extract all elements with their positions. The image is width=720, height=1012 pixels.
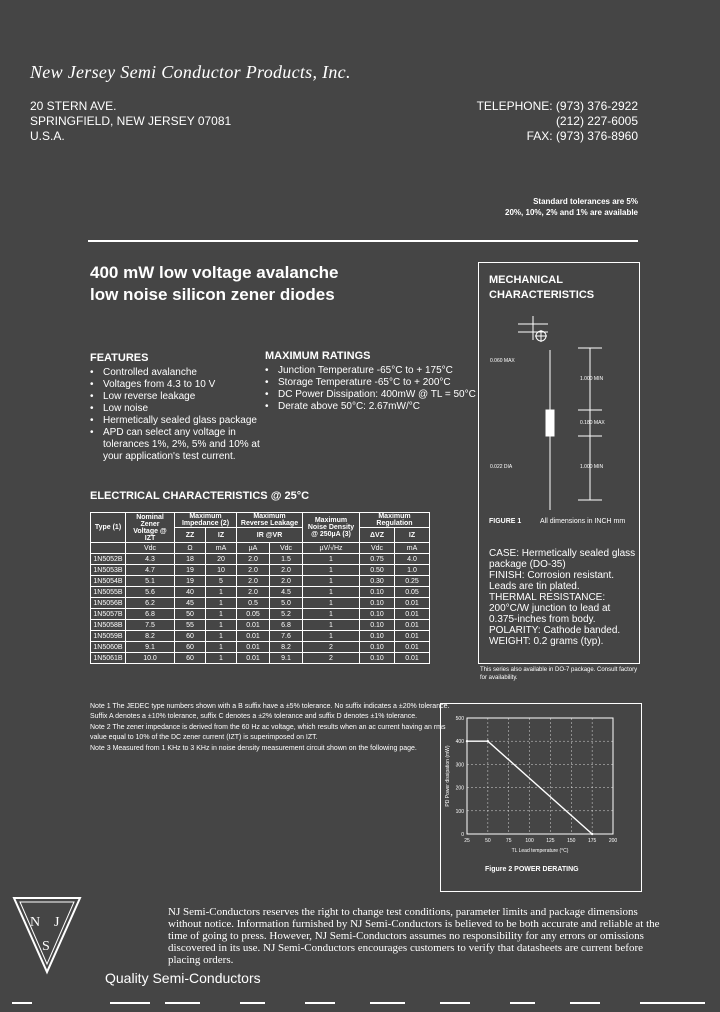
y-tick-label: 400 xyxy=(455,739,464,746)
table-cell: 1 xyxy=(303,631,360,642)
table-cell: 2 xyxy=(303,653,360,664)
col-header: Maximum Regulation xyxy=(360,513,430,528)
table-cell: 8.2 xyxy=(126,631,175,642)
table-cell: 4.7 xyxy=(126,565,175,576)
table-cell: 55 xyxy=(175,620,206,631)
table-row xyxy=(91,554,430,565)
table-row xyxy=(91,587,430,598)
x-tick-label: 125 xyxy=(546,838,555,844)
table-cell: 0.30 xyxy=(360,576,395,587)
table-cell: 1N5059B xyxy=(91,631,126,642)
table-cell: 0.05 xyxy=(237,609,270,620)
table-cell: 20 xyxy=(206,554,237,565)
figure2-label: Figure 2 POWER DERATING xyxy=(485,866,579,873)
table-cell: 1 xyxy=(206,642,237,653)
unit-cell: mA xyxy=(395,543,430,554)
sub-header: IR @VR xyxy=(237,528,303,543)
table-row xyxy=(91,653,430,664)
package-note: This series also available in DO-7 package. Consult factory for availability. xyxy=(480,667,638,681)
logo-letter-s: S xyxy=(42,939,50,954)
table-cell: 2.0 xyxy=(237,554,270,565)
x-tick-label: 75 xyxy=(505,838,512,844)
table-cell: 1N5056B xyxy=(91,598,126,609)
title-line: low noise silicon zener diodes xyxy=(90,285,335,304)
table-cell: 0.01 xyxy=(395,642,430,653)
table-cell: 1 xyxy=(303,554,360,565)
table-cell: 1 xyxy=(303,598,360,609)
spec-weight: WEIGHT: 0.2 grams (typ). xyxy=(489,636,604,647)
table-cell: 9.1 xyxy=(126,642,175,653)
unit-cell: µV/√Hz xyxy=(303,543,360,554)
address-line: 20 STERN AVE. xyxy=(30,99,117,113)
footer-dash xyxy=(440,1002,470,1004)
table-cell: 1N5061B xyxy=(91,653,126,664)
max-ratings-heading: MAXIMUM RATINGS xyxy=(265,350,371,362)
y-tick-label: 300 xyxy=(455,762,464,769)
feature-item: • Controlled avalanche xyxy=(90,367,260,379)
x-tick-label: 150 xyxy=(567,838,576,844)
sub-header: IZ xyxy=(395,528,430,543)
mech-title-line: MECHANICAL xyxy=(489,274,563,286)
table-cell: 4.5 xyxy=(270,587,303,598)
table-cell: 2.0 xyxy=(237,587,270,598)
table-cell: 10 xyxy=(206,565,237,576)
x-tick-label: 50 xyxy=(485,838,491,844)
table-cell: 1 xyxy=(303,620,360,631)
col-header: Maximum Impedance (2) xyxy=(175,513,237,528)
table-cell: 1N5052B xyxy=(91,554,126,565)
table-cell: 0.01 xyxy=(395,620,430,631)
x-tick-label: 25 xyxy=(464,838,470,844)
table-cell: 0.05 xyxy=(395,587,430,598)
dimension-note: All dimensions in INCH mm xyxy=(540,518,626,525)
table-cell: 2.0 xyxy=(270,565,303,576)
sub-header: IZ xyxy=(206,528,237,543)
table-cell: 9.1 xyxy=(270,653,303,664)
table-cell: 1 xyxy=(206,609,237,620)
notes-section xyxy=(90,702,460,755)
sub-header: ZZ xyxy=(175,528,206,543)
table-cell: 0.10 xyxy=(360,609,395,620)
address-line: U.S.A. xyxy=(30,129,65,143)
table-cell: 0.10 xyxy=(360,653,395,664)
unit-cell xyxy=(91,543,126,554)
data-point xyxy=(487,740,489,742)
dim-label: 1.000 MIN xyxy=(580,376,604,382)
unit-cell: Vdc xyxy=(126,543,175,554)
header-divider xyxy=(88,240,638,242)
table-cell: 5.6 xyxy=(126,587,175,598)
y-tick-label: 500 xyxy=(455,716,464,722)
rating-item: • Derate above 50°C: 2.67mW/°C xyxy=(265,401,480,413)
rating-item: • DC Power Dissipation: 400mW @ TL = 50°C xyxy=(265,389,480,401)
table-cell: 0.01 xyxy=(237,620,270,631)
features-section xyxy=(90,352,260,463)
tolerance-note xyxy=(505,196,638,218)
table-cell: 1 xyxy=(206,587,237,598)
spec-case: CASE: Hermetically sealed glass package (DO-35) xyxy=(489,548,636,570)
quality-tagline: Quality Semi-Conductors xyxy=(105,970,261,986)
y-axis-label: PD Power dissipation (mW) xyxy=(445,745,451,807)
table-cell: 4.3 xyxy=(126,554,175,565)
table-cell: 6.8 xyxy=(270,620,303,631)
footer-dash xyxy=(165,1002,200,1004)
table-cell: 2.0 xyxy=(237,576,270,587)
x-tick-label: 200 xyxy=(608,838,618,844)
table-cell: 1N5054B xyxy=(91,576,126,587)
table-cell: 0.25 xyxy=(395,576,430,587)
njs-logo xyxy=(12,896,82,976)
table-cell: 7.5 xyxy=(126,620,175,631)
footer-dash xyxy=(640,1002,705,1004)
max-ratings-section xyxy=(265,350,480,413)
note-item: Note 3 Measured from 1 KHz to 3 KHz in noise density measurement circuit shown on the following page. xyxy=(90,745,417,752)
table-cell: 60 xyxy=(175,642,206,653)
note-item: Note 2 The zener impedance is derived from the 60 Hz ac voltage, which results when an ac current having an rms value equal to 10% of the DC zener current (IZT) is superimposed on IZT. xyxy=(90,724,446,741)
x-axis-label: TL Lead temperature (°C) xyxy=(511,848,569,854)
table-cell: 0.10 xyxy=(360,642,395,653)
table-cell: 45 xyxy=(175,598,206,609)
table-cell: 0.01 xyxy=(237,642,270,653)
unit-cell: mA xyxy=(206,543,237,554)
electrical-heading: ELECTRICAL CHARACTERISTICS @ 25°C xyxy=(90,490,310,502)
table-cell: 2 xyxy=(303,642,360,653)
table-cell: 0.75 xyxy=(360,554,395,565)
spec-thermal: THERMAL RESISTANCE: 200°C/W junction to lead at 0.375-inches from body. xyxy=(489,592,611,625)
table-cell: 5.0 xyxy=(270,598,303,609)
table-cell: 1 xyxy=(303,609,360,620)
table-cell: 1N5060B xyxy=(91,642,126,653)
phone-line: TELEPHONE: (973) 376-2922 xyxy=(476,99,638,113)
table-cell: 5.2 xyxy=(270,609,303,620)
company-name: New Jersey Semi Conductor Products, Inc. xyxy=(30,62,351,82)
table-row xyxy=(91,609,430,620)
footer-dash xyxy=(240,1002,265,1004)
title-line: 400 mW low voltage avalanche xyxy=(90,263,339,282)
table-cell: 19 xyxy=(175,576,206,587)
spec-finish: FINISH: Corrosion resistant. Leads are tin plated. xyxy=(489,570,615,592)
table-row xyxy=(91,565,430,576)
diode-outline-drawing xyxy=(480,310,636,516)
contact-phones xyxy=(477,99,638,144)
plot-area xyxy=(467,718,613,834)
tolerance-line: 20%, 10%, 2% and 1% are available xyxy=(505,208,638,217)
table-cell: 10.0 xyxy=(126,653,175,664)
fax-line: FAX: (973) 376-8960 xyxy=(526,129,638,143)
spec-polarity: POLARITY: Cathode banded. xyxy=(489,625,621,636)
unit-cell: µA xyxy=(237,543,270,554)
dim-label: 0.180 MAX xyxy=(580,420,605,426)
table-cell: 60 xyxy=(175,631,206,642)
tolerance-line: Standard tolerances are 5% xyxy=(533,197,638,206)
table-cell: 19 xyxy=(175,565,206,576)
phone-line: (212) 227-6005 xyxy=(555,114,638,128)
unit-cell: Vdc xyxy=(360,543,395,554)
table-cell: 4.0 xyxy=(395,554,430,565)
table-cell: 1 xyxy=(303,587,360,598)
table-cell: 1N5055B xyxy=(91,587,126,598)
table-cell: 40 xyxy=(175,587,206,598)
dim-label: 1.000 MIN xyxy=(580,464,604,470)
footer-dash xyxy=(370,1002,405,1004)
table-cell: 0.01 xyxy=(395,653,430,664)
mechanical-title xyxy=(489,273,594,303)
table-cell: 18 xyxy=(175,554,206,565)
table-cell: 5 xyxy=(206,576,237,587)
logo-letter-j: J xyxy=(54,915,60,930)
table-cell: 1N5058B xyxy=(91,620,126,631)
page-title xyxy=(90,262,338,306)
unit-cell: Ω xyxy=(175,543,206,554)
table-cell: 0.50 xyxy=(360,565,395,576)
data-point xyxy=(591,833,593,835)
footer-dash xyxy=(110,1002,150,1004)
col-header: Type (1) xyxy=(91,513,126,543)
mech-title-line: CHARACTERISTICS xyxy=(489,289,595,301)
col-header: Maximum Noise Density @ 250µA (3) xyxy=(303,513,360,543)
company-address xyxy=(30,99,231,144)
feature-item: • APD can select any voltage in tolerances 1%, 2%, 5% and 10% at your application's test current. xyxy=(90,427,260,463)
footer-dash xyxy=(510,1002,535,1004)
table-cell: 60 xyxy=(175,653,206,664)
logo-triangle xyxy=(14,898,80,972)
disclaimer-text: NJ Semi-Conductors reserves the right to change test conditions, parameter limits and package dimensions without notice. Information furnished by NJ Semi-Conductors is believed to be both accurate and reliable at the time of going to press. However, NJ Semi-Conductors assumes no responsibility for any errors or omissions discovered in its use. NJ Semi-Conductors encourages customers to verify that datasheets are current before placing orders. xyxy=(168,906,660,966)
power-derating-chart xyxy=(441,704,639,864)
table-cell: 0.01 xyxy=(237,653,270,664)
logo-letter-n: N xyxy=(30,915,41,930)
rating-item: • Storage Temperature -65°C to + 200°C xyxy=(265,377,480,389)
table-cell: 0.10 xyxy=(360,631,395,642)
x-tick-label: 175 xyxy=(587,838,597,844)
table-row xyxy=(91,598,430,609)
table-cell: 1 xyxy=(303,565,360,576)
table-cell: 0.10 xyxy=(360,598,395,609)
mechanical-specs xyxy=(489,548,637,647)
footer-dash xyxy=(305,1002,335,1004)
table-cell: 1 xyxy=(206,620,237,631)
data-point xyxy=(466,740,468,742)
dim-label: 0.022 DIA xyxy=(490,464,513,470)
table-cell: 0.5 xyxy=(237,598,270,609)
table-cell: 1 xyxy=(206,631,237,642)
sub-header: ΔVZ xyxy=(360,528,395,543)
table-cell: 1N5053B xyxy=(91,565,126,576)
feature-item: • Low reverse leakage xyxy=(90,391,260,403)
y-tick-label: 200 xyxy=(455,785,464,792)
feature-item: • Low noise xyxy=(90,403,260,415)
table-cell: 0.01 xyxy=(237,631,270,642)
col-header: Maximum Reverse Leakage xyxy=(237,513,303,528)
figure1-label: FIGURE 1 xyxy=(489,518,522,525)
table-cell: 1 xyxy=(206,598,237,609)
table-cell: 7.6 xyxy=(270,631,303,642)
table-cell: 1N5057B xyxy=(91,609,126,620)
features-heading: FEATURES xyxy=(90,352,149,364)
table-cell: 2.0 xyxy=(270,576,303,587)
table-cell: 0.01 xyxy=(395,598,430,609)
y-tick-label: 100 xyxy=(455,808,464,815)
table-cell: 1 xyxy=(303,576,360,587)
unit-cell: Vdc xyxy=(270,543,303,554)
table-row xyxy=(91,620,430,631)
footer-dash xyxy=(12,1002,32,1004)
footer-dash xyxy=(570,1002,600,1004)
table-cell: 1.0 xyxy=(395,565,430,576)
dim-label: 0.060 MAX xyxy=(490,358,515,364)
feature-item: • Voltages from 4.3 to 10 V xyxy=(90,379,260,391)
table-cell: 5.1 xyxy=(126,576,175,587)
table-cell: 0.01 xyxy=(395,631,430,642)
table-cell: 8.2 xyxy=(270,642,303,653)
table-cell: 0.10 xyxy=(360,587,395,598)
table-row xyxy=(91,576,430,587)
table-cell: 6.8 xyxy=(126,609,175,620)
table-cell: 2.0 xyxy=(237,565,270,576)
electrical-table xyxy=(90,512,430,664)
table-row xyxy=(91,642,430,653)
table-cell: 6.2 xyxy=(126,598,175,609)
y-tick-label: 0 xyxy=(461,832,464,838)
diode-body xyxy=(546,410,554,436)
table-cell: 0.10 xyxy=(360,620,395,631)
rating-item: • Junction Temperature -65°C to + 175°C xyxy=(265,365,480,377)
x-tick-label: 100 xyxy=(525,838,534,844)
table-cell: 1 xyxy=(206,653,237,664)
col-header: Nominal Zener Voltage @ IZT xyxy=(126,513,175,543)
address-line: SPRINGFIELD, NEW JERSEY 07081 xyxy=(30,114,232,128)
table-row xyxy=(91,631,430,642)
table-cell: 50 xyxy=(175,609,206,620)
note-item: Note 1 The JEDEC type numbers shown with a B suffix have a ±5% tolerance. No suffix indicates a ±20% tolerance. Suffix A denotes a ±10% tolerance, suffix C denotes a ±2% tolerance and suffix D denotes ±1% tolerance. xyxy=(90,703,450,720)
table-cell: 0.01 xyxy=(395,609,430,620)
table-cell: 1.5 xyxy=(270,554,303,565)
feature-item: • Hermetically sealed glass package xyxy=(90,415,260,427)
